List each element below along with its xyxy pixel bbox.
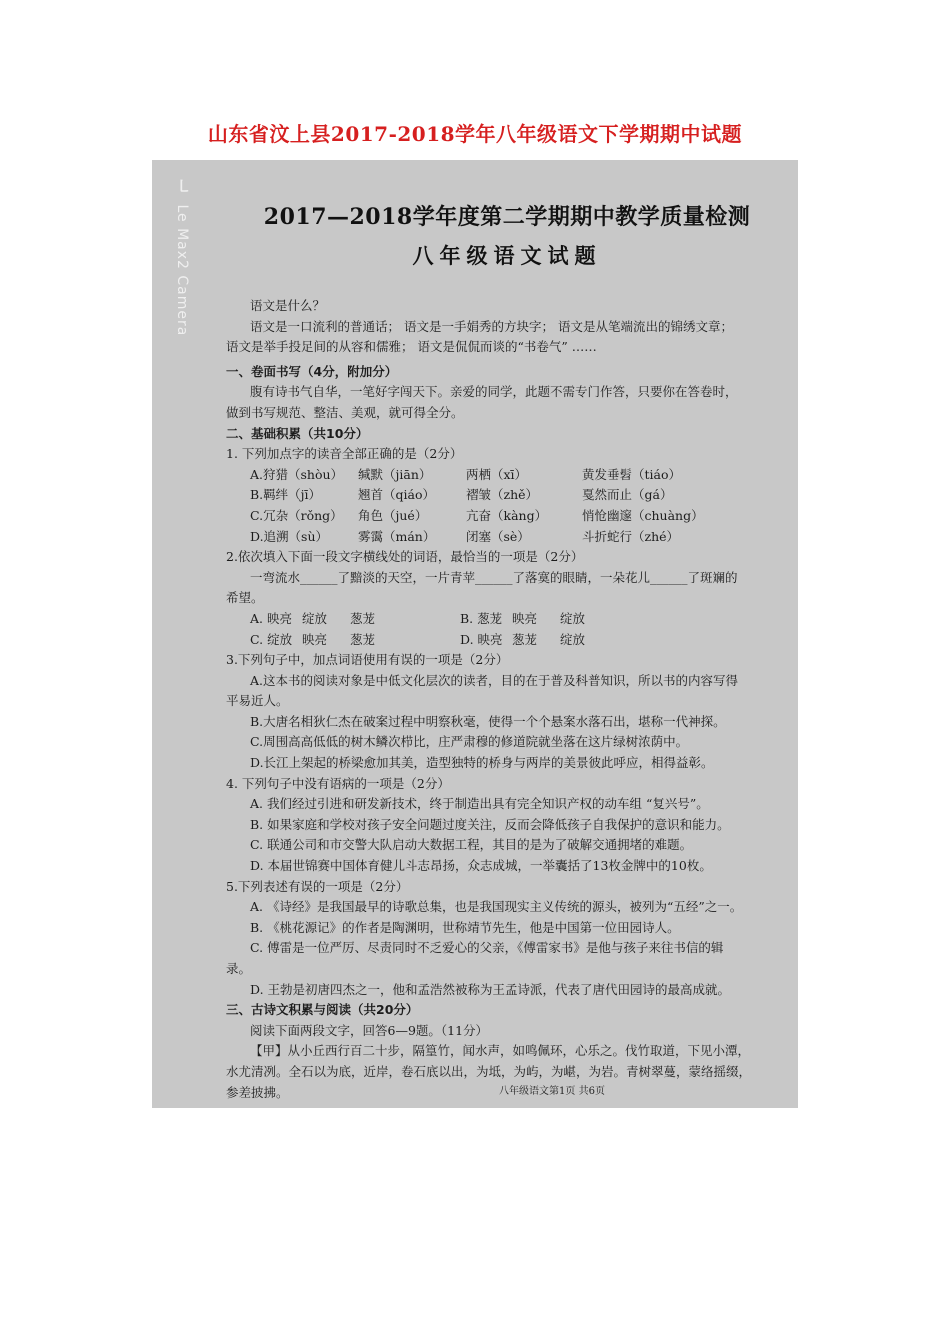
option: A. 映亮 bbox=[250, 610, 292, 626]
option: 亢奋（kàng） bbox=[466, 507, 548, 523]
option: A.狩猎（shòu） bbox=[250, 466, 344, 482]
option: D.长江上架起的桥梁愈加其美，造型独特的桥身与两岸的美景彼此呼应，相得益彰。 bbox=[250, 755, 714, 771]
document-title: 山东省汶上县2017-2018学年八年级语文下学期期中试题 bbox=[207, 122, 743, 146]
option: B.羁绊（jī） bbox=[250, 487, 322, 503]
section-heading: 三、古诗文积累与阅读（共20分） bbox=[226, 1002, 419, 1018]
option: B.大唐名相狄仁杰在破案过程中明察秋毫，使得一个个悬案水落石出，堪称一代神探。 bbox=[250, 713, 726, 729]
option: 绽放 bbox=[560, 631, 586, 647]
option: 映亮 bbox=[302, 631, 328, 647]
option: 斗折蛇行（zhé） bbox=[582, 528, 680, 544]
option-row bbox=[226, 465, 781, 486]
option: D. 王勃是初唐四杰之一，他和孟浩然被称为王孟诗派，代表了唐代田园诗的最高成就。 bbox=[250, 981, 731, 997]
question-stem: 4. 下列句子中没有语病的一项是（2分） bbox=[226, 775, 450, 791]
option: 翘首（qiáo） bbox=[358, 487, 435, 503]
option: B. 《桃花源记》的作者是陶渊明，世称靖节先生，他是中国第一位田园诗人。 bbox=[250, 919, 680, 935]
option: C. 傅雷是一位严厉、尽责同时不乏爱心的父亲，《傅雷家书》是他与孩子来往书信的辑 bbox=[250, 940, 724, 956]
option-row bbox=[226, 527, 781, 548]
option: 葱茏 bbox=[350, 610, 376, 626]
passage-line: 水尤清冽。全石以为底，近岸，卷石底以出，为坻，为屿，为嵁，为岩。青树翠蔓，蒙络摇缀， bbox=[226, 1063, 752, 1079]
option: C. 绽放 bbox=[250, 631, 293, 647]
exam-photo bbox=[152, 160, 798, 1108]
option: 黄发垂髫（tiáo） bbox=[582, 466, 681, 482]
option: B. 如果家庭和学校对孩子安全问题过度关注，反而会降低孩子自我保护的意识和能力。 bbox=[250, 816, 730, 832]
question-stem: 1. 下列加点字的读音全部正确的是（2分） bbox=[226, 446, 463, 462]
option-row bbox=[226, 630, 781, 651]
option-row bbox=[226, 609, 781, 630]
option: B. 葱茏 bbox=[460, 610, 503, 626]
option: 两栖（xī） bbox=[466, 466, 528, 482]
question-stem: 5.下列表述有误的一项是（2分） bbox=[226, 878, 409, 894]
option-row bbox=[226, 485, 781, 506]
option: C.冗杂（rǒng） bbox=[250, 507, 343, 523]
option: A. 我们经过引进和研发新技术，终于制造出具有完全知识产权的动车组 “复兴号”。 bbox=[250, 796, 709, 812]
exam-body bbox=[226, 296, 781, 1103]
exam-subtitle: 八年级语文试题 bbox=[412, 243, 602, 268]
option: 悄怆幽邃（chuàng） bbox=[582, 507, 704, 523]
option: 角色（jué） bbox=[358, 507, 428, 523]
option: 映亮 bbox=[512, 610, 538, 626]
page-footer: 八年级语文第1页 共6页 bbox=[499, 1086, 605, 1097]
question-text: 一弯流水______了黯淡的天空，一片青苹______了落寞的眼睛，一朵花儿______了斑斓的 bbox=[250, 569, 738, 585]
option: A. 《诗经》是我国最早的诗歌总集，也是我国现实主义传统的源头，被列为“五经”之一。 bbox=[250, 899, 743, 915]
option: 平易近人。 bbox=[226, 693, 289, 709]
watermark-text: Le Max2 Camera bbox=[174, 204, 190, 337]
option: 葱茏 bbox=[350, 631, 376, 647]
passage-line: 参差披拂。 bbox=[226, 1084, 289, 1100]
intro-line: 语文是一口流利的普通话； 语文是一手娟秀的方块字； 语文是从笔端流出的锦绣文章； bbox=[250, 318, 733, 334]
option: 绽放 bbox=[560, 610, 586, 626]
section-text: 做到书写规范、整洁、美观，就可得全分。 bbox=[226, 404, 464, 420]
option: A.这本书的阅读对象是中低文化层次的读者，目的在于普及科普知识，所以书的内容写得 bbox=[250, 672, 739, 688]
option: C. 联通公司和市交警大队启动大数据工程，其目的是为了破解交通拥堵的难题。 bbox=[250, 837, 693, 853]
option: 缄默（jiān） bbox=[358, 466, 432, 482]
option: C.周围高高低低的树木鳞次栉比，庄严肃穆的修道院就坐落在这片绿树浓荫中。 bbox=[250, 734, 689, 750]
section-text: 阅读下面两段文字，回答6—9题。（11分） bbox=[250, 1022, 489, 1038]
option: D. 本届世锦赛中国体育健儿斗志昂扬，众志成城，一举囊括了13枚金牌中的10枚。 bbox=[250, 858, 712, 874]
option: D.追溯（sù） bbox=[250, 528, 329, 544]
question-text: 希望。 bbox=[226, 590, 264, 606]
camera-watermark bbox=[173, 178, 194, 368]
option: 雾霭（mán） bbox=[358, 528, 436, 544]
option: 褶皱（zhě） bbox=[466, 487, 539, 503]
section-text: 腹有诗书气自华，一笔好字闯天下。亲爱的同学，此题不需专门作答，只要你在答卷时， bbox=[250, 384, 738, 400]
section-heading: 二、基础积累（共10分） bbox=[226, 425, 369, 441]
camera-logo-icon: ㇄ bbox=[173, 178, 192, 195]
option: 戛然而止（gá） bbox=[582, 487, 673, 503]
option: 录。 bbox=[226, 961, 252, 976]
intro-question: 语文是什么？ bbox=[250, 298, 326, 313]
exam-title: 2017—2018学年度第二学期期中教学质量检测 bbox=[263, 204, 751, 230]
question-stem: 3.下列句子中，加点词语使用有误的一项是（2分） bbox=[226, 652, 509, 668]
option: 绽放 bbox=[302, 610, 328, 626]
option-row bbox=[226, 506, 781, 527]
section-heading: 一、卷面书写（4分，附加分） bbox=[226, 363, 398, 379]
question-stem: 2.依次填入下面一段文字横线处的词语，最恰当的一项是（2分） bbox=[226, 549, 584, 565]
option: 葱茏 bbox=[512, 631, 538, 647]
option: 闭塞（sè） bbox=[466, 528, 530, 544]
intro-line: 语文是举手投足间的从容和儒雅； 语文是侃侃而谈的“书卷气” …… bbox=[226, 339, 597, 355]
option: D. 映亮 bbox=[460, 631, 503, 647]
passage-line: 【甲】从小丘西行百二十步，隔篁竹，闻水声，如鸣佩环，心乐之。伐竹取道，下见小潭， bbox=[250, 1043, 751, 1059]
